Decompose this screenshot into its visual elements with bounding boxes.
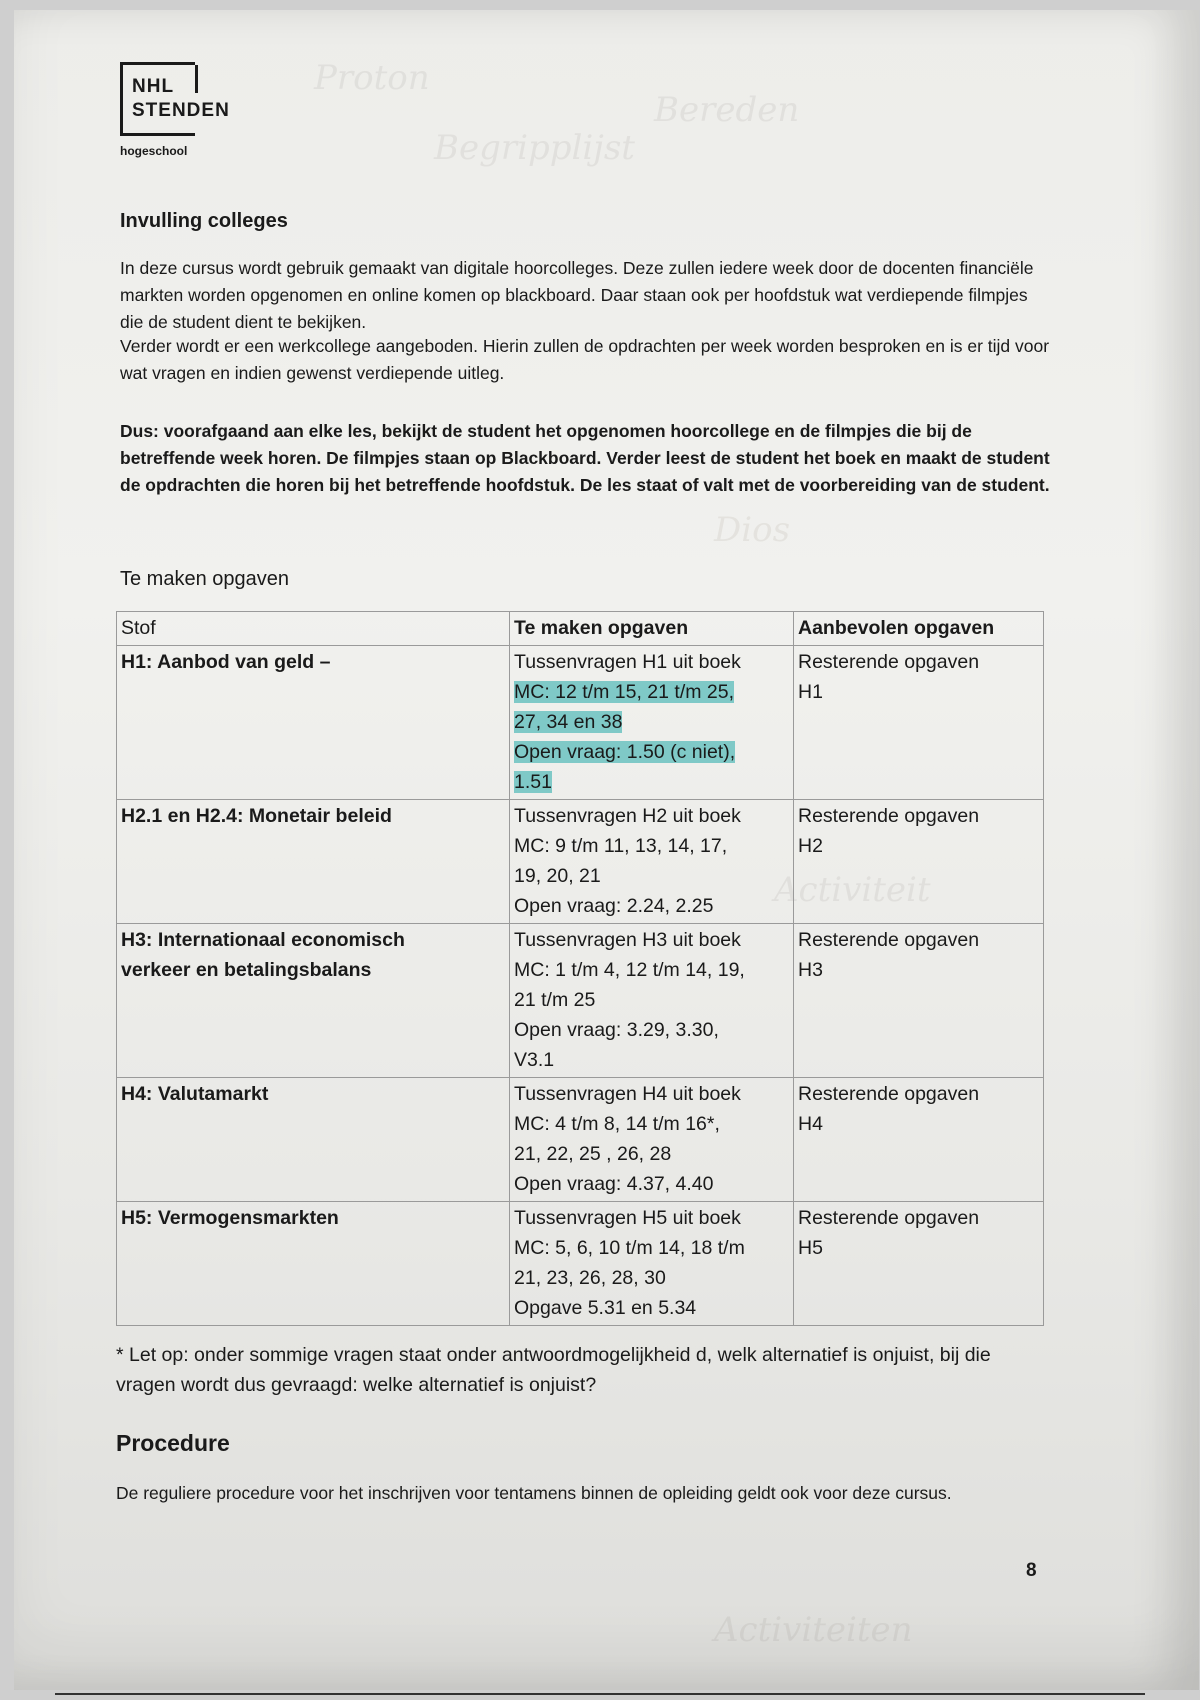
logo-line-2: STENDEN: [132, 100, 230, 121]
intro-paragraph-3: Dus: voorafgaand aan elke les, bekijkt de student het opgenomen hoorcollege en de filmpjes die bij de betreffende week horen. De filmpjes staan op Blackboard. Verder leest de student het boek en maakt de student de opdrachten die horen bij het betreffende hoofdstuk. De les staat of valt met de voorbereiding van de student.: [120, 421, 1050, 495]
show-through-text: Begripplijst: [434, 128, 635, 168]
subsection-title: Te maken opgaven: [120, 568, 290, 590]
procedure-title: Procedure: [116, 1430, 230, 1456]
intro-paragraph-2: Verder wordt er een werkcollege aangeboden. Hierin zullen de opdrachten per week worden besproken en is er tijd voor wat vragen en indien gewenst verdiepende uitleg.: [120, 336, 1050, 383]
highlighted-opgaven-line: MC: 12 t/m 15, 21 t/m 25,: [514, 681, 735, 703]
opgaven-line: 21, 23, 26, 28, 30: [514, 1267, 666, 1289]
table-row: [117, 924, 1044, 1078]
table-row: [117, 1202, 1044, 1326]
opgaven-line: MC: 5, 6, 10 t/m 14, 18 t/m: [514, 1237, 745, 1259]
stof-cell: [117, 924, 510, 1078]
opgaven-line: Open vraag: 4.37, 4.40: [514, 1173, 714, 1195]
aanbevolen-line: H3: [798, 959, 823, 981]
aanbevolen-line: Resterende opgaven: [798, 1083, 980, 1105]
aanbevolen-line: Resterende opgaven: [798, 805, 980, 827]
aanbevolen-line: H2: [798, 835, 823, 857]
footnote: * Let op: onder sommige vragen staat onder antwoordmogelijkheid d, welk alternatief is onjuist, bij die vragen wordt dus gevraagd: welke alternatief is onjuist?: [116, 1344, 991, 1396]
aanbevolen-cell: [794, 646, 1044, 800]
opgaven-cell: [510, 646, 794, 800]
opgaven-line: MC: 1 t/m 4, 12 t/m 14, 19,: [514, 959, 745, 981]
aanbevolen-cell: [794, 800, 1044, 924]
stof-cell: H5: Vermogensmarkten: [117, 1202, 510, 1326]
intro-paragraph-1: In deze cursus wordt gebruik gemaakt van digitale hoorcolleges. Deze zullen iedere week door de docenten financiële markten worden opgenomen en online komen op blackboard. Daar staan ook per hoofdstuk wat verdiepende filmpjes die de student dient te bekijken.: [120, 258, 1034, 332]
table-row: [117, 800, 1044, 924]
show-through-text: Proton: [314, 58, 430, 98]
stof-line: verkeer en betalingsbalans: [121, 959, 372, 981]
aanbevolen-line: Resterende opgaven: [798, 1207, 980, 1229]
table-row: [117, 646, 1044, 800]
section-title: Invulling colleges: [120, 210, 288, 232]
aanbevolen-line: Resterende opgaven: [798, 929, 980, 951]
opgaven-line: Open vraag: 3.29, 3.30,: [514, 1019, 719, 1041]
header-stof: Stof: [117, 612, 510, 646]
aanbevolen-line: H5: [798, 1237, 823, 1259]
opgaven-line: Opgave 5.31 en 5.34: [514, 1297, 697, 1319]
aanbevolen-cell: [794, 1078, 1044, 1202]
opgaven-line: 21, 22, 25 , 26, 28: [514, 1143, 672, 1165]
aanbevolen-line: H1: [798, 681, 823, 703]
opgaven-cell: [510, 800, 794, 924]
highlighted-opgaven-line: 1.51: [514, 771, 552, 793]
opgaven-line: 21 t/m 25: [514, 989, 596, 1011]
aanbevolen-cell: [794, 1202, 1044, 1326]
stof-cell: H1: Aanbod van geld –: [117, 646, 510, 800]
logo-frame: [120, 62, 195, 136]
opgaven-line: V3.1: [514, 1049, 555, 1071]
procedure-text: De reguliere procedure voor het inschrijven voor tentamens binnen de opleiding geldt ook voor deze cursus.: [116, 1483, 952, 1503]
opgaven-line: Tussenvragen H5 uit boek: [514, 1207, 741, 1229]
opgaven-line: Tussenvragen H2 uit boek: [514, 805, 741, 827]
opgaven-line: Tussenvragen H3 uit boek: [514, 929, 741, 951]
opgaven-line: 19, 20, 21: [514, 865, 601, 887]
header-te-maken: Te maken opgaven: [510, 612, 794, 646]
opgaven-cell: [510, 1202, 794, 1326]
table-row: [117, 1078, 1044, 1202]
aanbevolen-line: H4: [798, 1113, 823, 1135]
aanbevolen-cell: [794, 924, 1044, 1078]
show-through-text: Dios: [714, 510, 791, 550]
logo-line-1: NHL: [132, 76, 175, 97]
aanbevolen-line: Resterende opgaven: [798, 651, 980, 673]
opgaven-line: MC: 9 t/m 11, 13, 14, 17,: [514, 835, 728, 857]
opgaven-line: Tussenvragen H1 uit boek: [514, 651, 741, 673]
highlighted-opgaven-line: 27, 34 en 38: [514, 711, 623, 733]
show-through-text: Bereden: [654, 90, 800, 130]
header-aanbevolen: Aanbevolen opgaven: [794, 612, 1044, 646]
stof-cell: H2.1 en H2.4: Monetair beleid: [117, 800, 510, 924]
nhl-stenden-logo: [120, 62, 260, 162]
page-number: 8: [1026, 1560, 1037, 1581]
opgaven-cell: [510, 1078, 794, 1202]
stof-cell: H4: Valutamarkt: [117, 1078, 510, 1202]
show-through-text: Activiteiten: [714, 1610, 913, 1650]
assignments-table: [116, 611, 1044, 1326]
opgaven-line: Open vraag: 2.24, 2.25: [514, 895, 714, 917]
table-header-row: [117, 612, 1044, 646]
stof-line: H3: Internationaal economisch: [121, 929, 405, 951]
show-through-text: Activiteit: [774, 870, 931, 910]
highlighted-opgaven-line: Open vraag: 1.50 (c niet),: [514, 741, 736, 763]
opgaven-line: MC: 4 t/m 8, 14 t/m 16*,: [514, 1113, 720, 1135]
logo-subtitle: hogeschool: [120, 144, 188, 158]
opgaven-line: Tussenvragen H4 uit boek: [514, 1083, 741, 1105]
opgaven-cell: [510, 924, 794, 1078]
bottom-divider: [55, 1693, 1145, 1695]
